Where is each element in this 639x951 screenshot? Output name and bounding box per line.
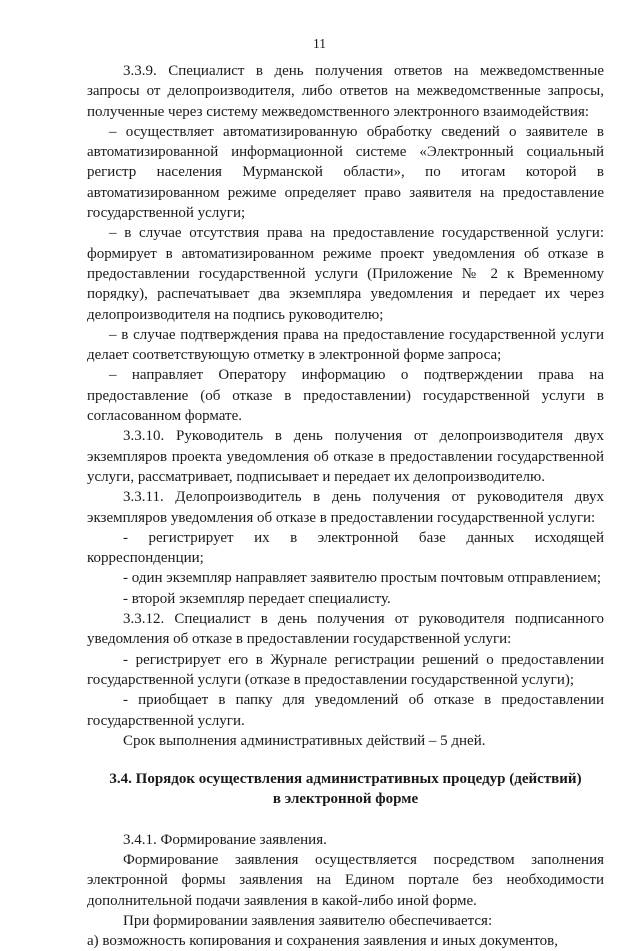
- paragraph-3-3-11: 3.3.11. Делопроизводитель в день получения от руководителя двух экземпляров уведомления об отказе в предоставлении государственной услуги:: [87, 489, 604, 526]
- list-item-no-right: – в случае отсутствия права на предоставление государственной услуги: формирует в автоматизированном режиме проект уведомления об отказе в предоставлении государственной услуги (Приложение № 2 к Временному порядку), распечатывает два экземпляра уведомления и передает их через делопроизводителя на подпись руководителю;: [87, 225, 604, 323]
- paragraph-3-3-9: 3.3.9. Специалист в день получения ответов на межведомственные запросы от делопроизводителя, либо ответов на межведомственные запросы, полученные через систему межведомственного электронного взаимодействия:: [87, 63, 604, 120]
- paragraph-forming: Формирование заявления осуществляется посредством заполнения электронной формы заявления на Едином портале без необходимости дополнительной подачи заявления в какой-либо иной форме.: [87, 851, 604, 909]
- section-heading-3-4: [87, 769, 604, 810]
- list-item-automated-processing: – осуществляет автоматизированную обработку сведений о заявителе в автоматизированной информационной системе «Электронный социальный регистр населения Мурманской области», по итогам которой в автоматизированном режиме определяет право заявителя на предоставление государственной услуги;: [87, 123, 604, 222]
- paragraph-3-3-12: 3.3.12. Специалист в день получения от руководителя подписанного уведомления об отказе в предоставлении государственной услуги:: [87, 611, 604, 648]
- list-item-a: а) возможность копирования и сохранения заявления и иных документов,: [87, 933, 558, 950]
- section-heading-line1: 3.4. Порядок осуществления административных процедур (действий): [109, 771, 582, 788]
- list-item-send-copy: - один экземпляр направляет заявителю простым почтовым отправлением;: [123, 570, 601, 587]
- list-item-right-confirmed: – в случае подтверждения права на предоставление государственной услуги делает соответствующую отметку в электронной форме запроса;: [87, 326, 604, 364]
- paragraph-3-4-1: 3.4.1. Формирование заявления.: [123, 831, 327, 848]
- paragraph-3-3-10: 3.3.10. Руководитель в день получения от делопроизводителя двух экземпляров проекта уведомления об отказе в предоставлении государственной услуги, рассматривает, подписывает и передает их делопроизводителю.: [87, 428, 604, 485]
- section-heading-line2: в электронной форме: [272, 791, 419, 808]
- list-item-second-copy: - второй экземпляр передает специалисту.: [123, 590, 391, 607]
- paragraph-provided: При формировании заявления заявителю обеспечивается:: [123, 912, 493, 929]
- list-item-operator-info: – направляет Оператору информацию о подтверждении права на предоставление (об отказе в предоставлении) государственной услуги в согласованном формате.: [87, 367, 604, 425]
- page-number: 11: [313, 36, 326, 51]
- spacer: [87, 810, 604, 830]
- list-item-register: - регистрирует их в электронной базе данных исходящей корреспонденции;: [87, 529, 604, 567]
- document-body: [87, 61, 604, 951]
- deadline-text: Срок выполнения административных действий – 5 дней.: [123, 732, 486, 749]
- list-item-folder: - приобщает в папку для уведомлений об отказе в предоставлении государственной услуги.: [87, 692, 604, 729]
- list-item-journal: - регистрирует его в Журнале регистрации решений о предоставлении государственной услуги (отказе в предоставлении государственной услуги);: [87, 651, 604, 688]
